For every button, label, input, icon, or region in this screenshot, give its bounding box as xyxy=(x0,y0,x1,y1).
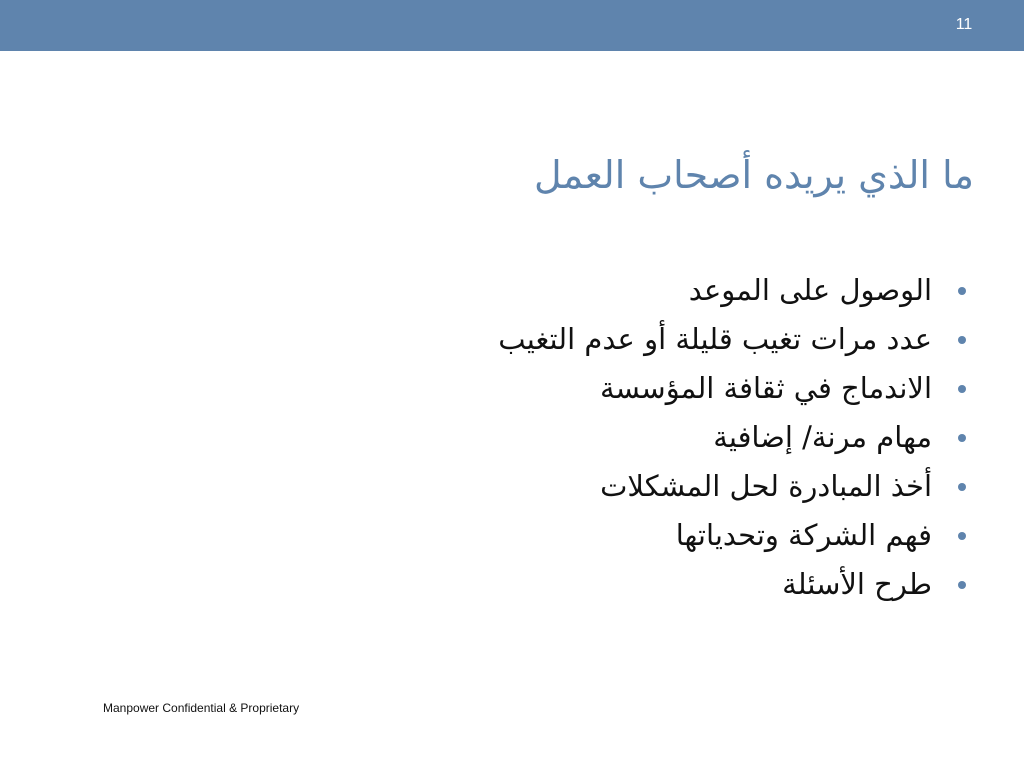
bullet-text: طرح الأسئلة xyxy=(782,567,932,601)
bullet-item-punctuality xyxy=(526,266,966,315)
bullet-item-attendance xyxy=(498,315,966,364)
bullet-text: الوصول على الموعد xyxy=(688,273,932,307)
footer-text: Manpower Confidential & Proprietary xyxy=(103,701,300,715)
bullet-item-company-knowledge xyxy=(526,511,966,560)
bullet-item-flexibility xyxy=(526,413,966,462)
bullet-dot-icon xyxy=(958,434,966,442)
bullet-text: أخذ المبادرة لحل المشكلات xyxy=(600,469,932,503)
bullet-item-asking-questions xyxy=(526,560,966,609)
bullet-dot-icon xyxy=(958,287,966,295)
bullet-item-culture xyxy=(526,364,966,413)
bullet-text: مهام مرنة/ إضافية xyxy=(713,420,932,454)
bullet-dot-icon xyxy=(958,483,966,491)
bullet-text: فهم الشركة وتحدياتها xyxy=(675,518,932,552)
slide-title: ما الذي يريده أصحاب العمل xyxy=(534,153,974,197)
bullet-list xyxy=(498,266,966,609)
top-header-bar xyxy=(0,0,1024,51)
bullet-dot-icon xyxy=(958,336,966,344)
bullet-text: الاندماج في ثقافة المؤسسة xyxy=(599,371,932,405)
bullet-dot-icon xyxy=(958,385,966,393)
bullet-item-initiative xyxy=(526,462,966,511)
bullet-dot-icon xyxy=(958,532,966,540)
bullet-dot-icon xyxy=(958,581,966,589)
slide-number: 11 xyxy=(955,16,973,33)
bullet-text: عدد مرات تغيب قليلة أو عدم التغيب xyxy=(498,322,932,356)
